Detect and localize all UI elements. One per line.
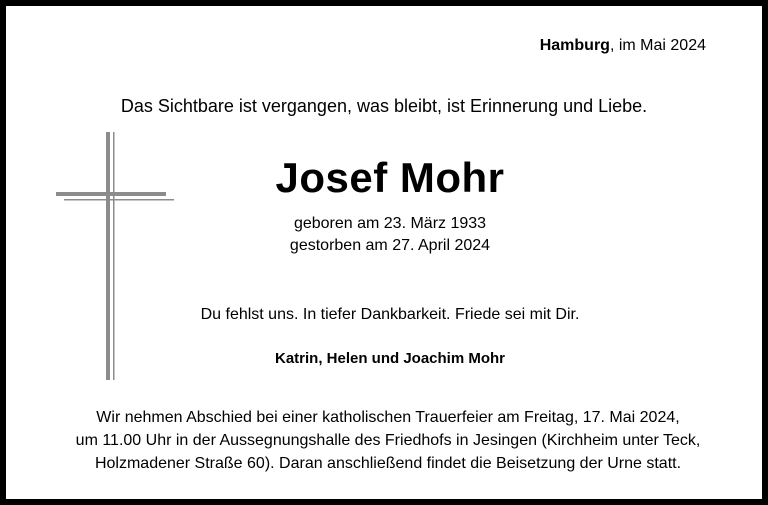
birth-date: geboren am 23. März 1933 — [293, 215, 487, 232]
mourners-names: Katrin, Helen und Joachim Mohr — [274, 350, 506, 367]
announcement-line: um 11.00 Uhr in der Aussegnungshalle des Friedhofs in Jesingen (Kirchheim unter Teck, — [75, 432, 701, 449]
quote: Das Sichtbare ist vergangen, was bleibt, ist Erinnerung und Liebe. — [120, 96, 648, 116]
date-text: , im Mai 2024 — [609, 37, 706, 54]
deceased-name: Josef Mohr — [275, 154, 505, 201]
life-dates — [6, 213, 768, 257]
place-date — [540, 37, 706, 55]
announcement-line: Wir nehmen Abschied bei einer katholischen Trauerfeier am Freitag, 17. Mai 2024, — [96, 409, 680, 426]
place-name: Hamburg — [539, 37, 610, 54]
death-date: gestorben am 27. April 2024 — [289, 237, 491, 254]
announcement-line: Holzmadener Straße 60). Daran anschließend findet die Beisetzung der Urne statt. — [94, 455, 682, 472]
funeral-announcement — [6, 406, 768, 475]
farewell-text: Du fehlst uns. In tiefer Dankbarkeit. Friede sei mit Dir. — [200, 306, 580, 323]
